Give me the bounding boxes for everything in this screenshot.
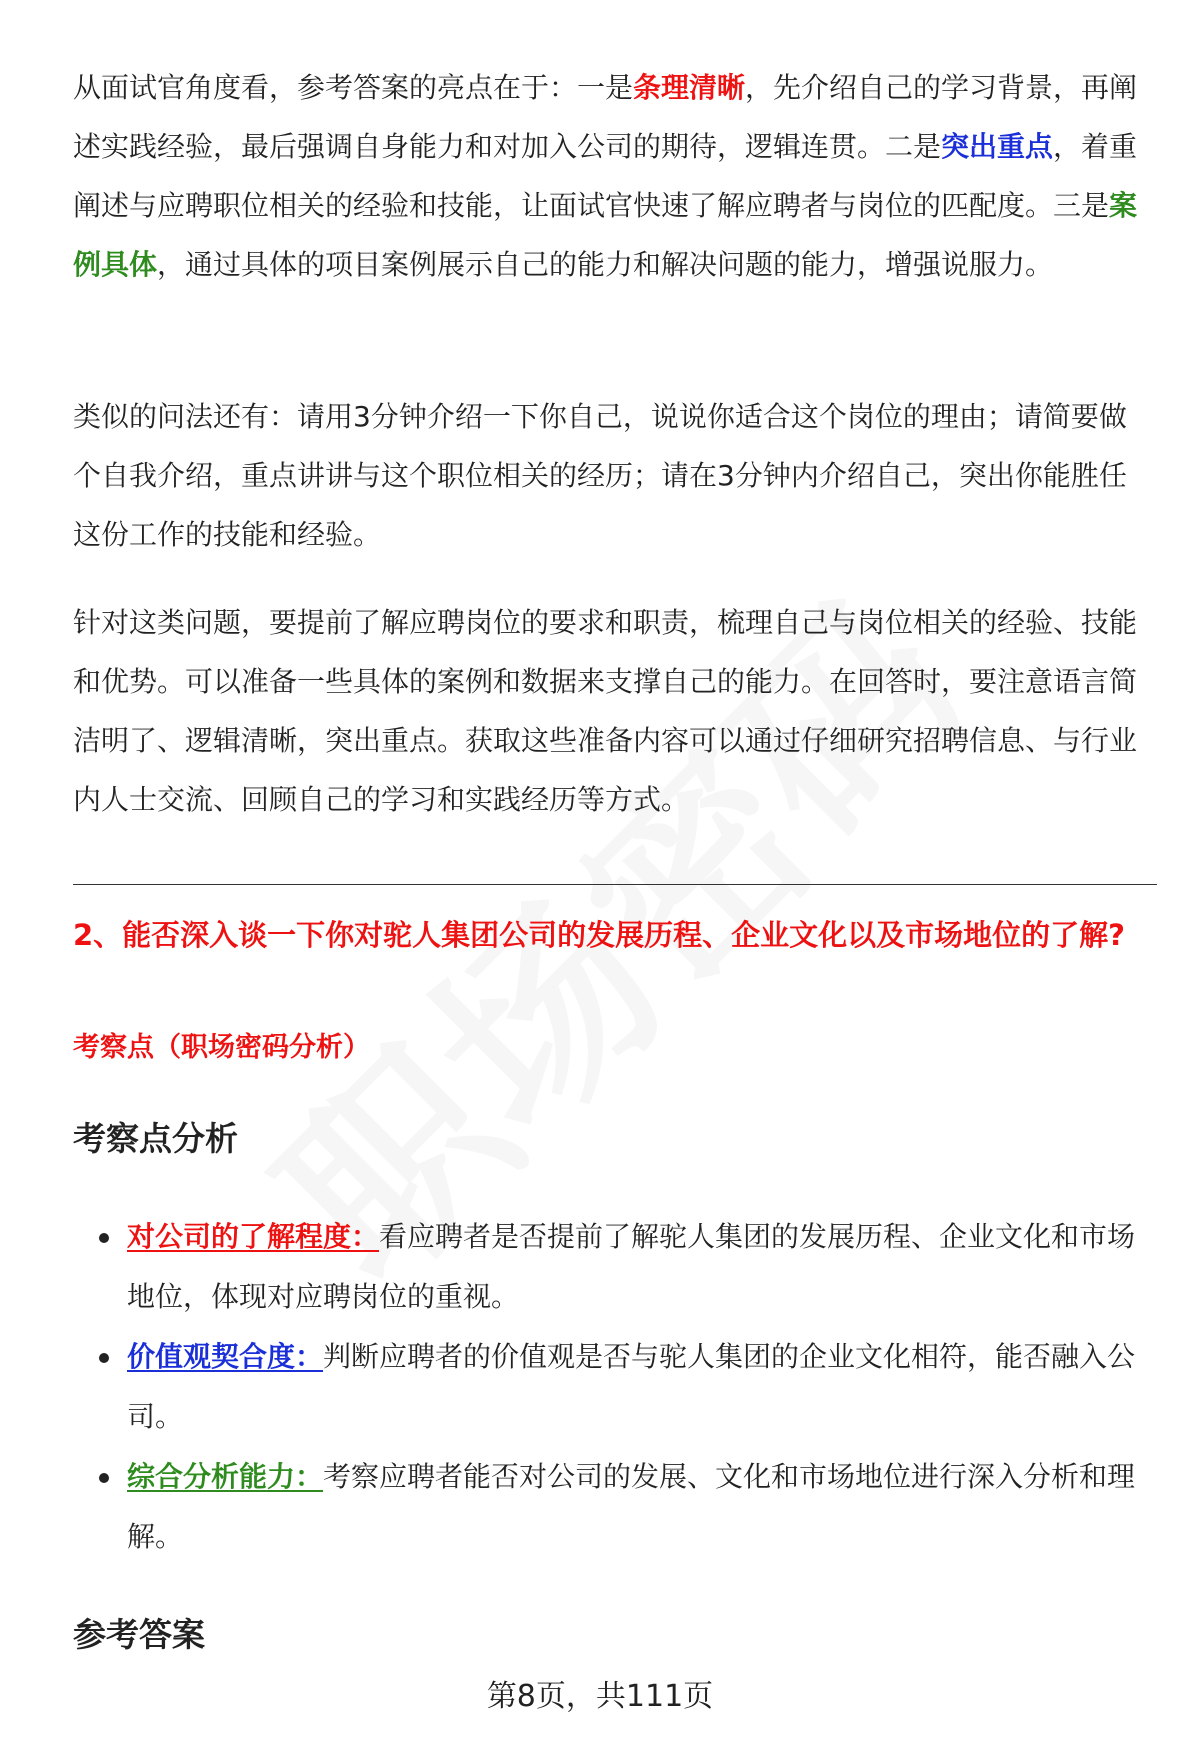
bullet-text: 看应聘者是否提前了解驼人集团的发展历程、企业文化和市场地位，体现对应聘岗位的重视。: [127, 1220, 1136, 1313]
list-item: [73, 1207, 1153, 1327]
paragraph-text: ，着重阐述与应聘职位相关的经验和技能，让面试官快速了解应聘者与岗位的匹配度。三是: [73, 130, 1138, 222]
paragraph-highlights: [73, 58, 1153, 294]
bullet-text: 判断应聘者的价值观是否与驼人集团的企业文化相符，能否融入公司。: [127, 1340, 1136, 1433]
bullet-term: 对公司的了解程度：: [127, 1220, 380, 1253]
bullet-term: 综合分析能力：: [127, 1460, 324, 1493]
subheading-analysis: 考察点（职场密码分析）: [73, 1032, 370, 1063]
question-heading: 2、能否深入谈一下你对驼人集团公司的发展历程、企业文化以及市场地位的了解?: [73, 918, 1126, 952]
section-title-reference-answer: 参考答案: [73, 1615, 205, 1654]
paragraph-preparation-advice: 针对这类问题，要提前了解应聘岗位的要求和职责，梳理自己与岗位相关的经验、技能和优势。可以准备一些具体的案例和数据来支撑自己的能力。在回答时，要注意语言简洁明了、逻辑清晰，突出重点。获取这些准备内容可以通过仔细研究招聘信息、与行业内人士交流、回顾自己的学习和实践经历等方式。: [73, 606, 1138, 816]
bullet-list: [73, 1207, 1153, 1567]
bullet-term: 价值观契合度：: [127, 1340, 324, 1373]
highlight-red: 条理清晰: [633, 71, 746, 104]
paragraph-similar-questions: 类似的问法还有：请用3分钟介绍一下你自己，说说你适合这个岗位的理由；请简要做个自我介绍，重点讲讲与这个职位相关的经历；请在3分钟内介绍自己，突出你能胜任这份工作的技能和经验。: [73, 400, 1127, 551]
list-item: [73, 1327, 1153, 1447]
divider: [73, 884, 1157, 885]
bullet-dot-icon: [99, 1473, 109, 1483]
paragraph-text: ，先介绍自己的学习背景，再阐述实践经验，最后强调自身能力和对加入公司的期待，逻辑连贯。二是: [73, 71, 1138, 163]
paragraph-text: ，通过具体的项目案例展示自己的能力和解决问题的能力，增强说服力。: [157, 248, 1054, 281]
paragraph-text: 从面试官角度看，参考答案的亮点在于：一是: [73, 71, 634, 104]
list-item: [73, 1447, 1153, 1567]
bullet-text: 考察应聘者能否对公司的发展、文化和市场地位进行深入分析和理解。: [127, 1460, 1136, 1553]
highlight-green: 案例具体: [73, 189, 1138, 281]
bullet-dot-icon: [99, 1233, 109, 1243]
bullet-dot-icon: [99, 1353, 109, 1363]
section-title-analysis: 考察点分析: [73, 1119, 238, 1158]
page-footer: 第8页，共111页: [486, 1679, 714, 1714]
highlight-blue: 突出重点: [941, 130, 1054, 163]
